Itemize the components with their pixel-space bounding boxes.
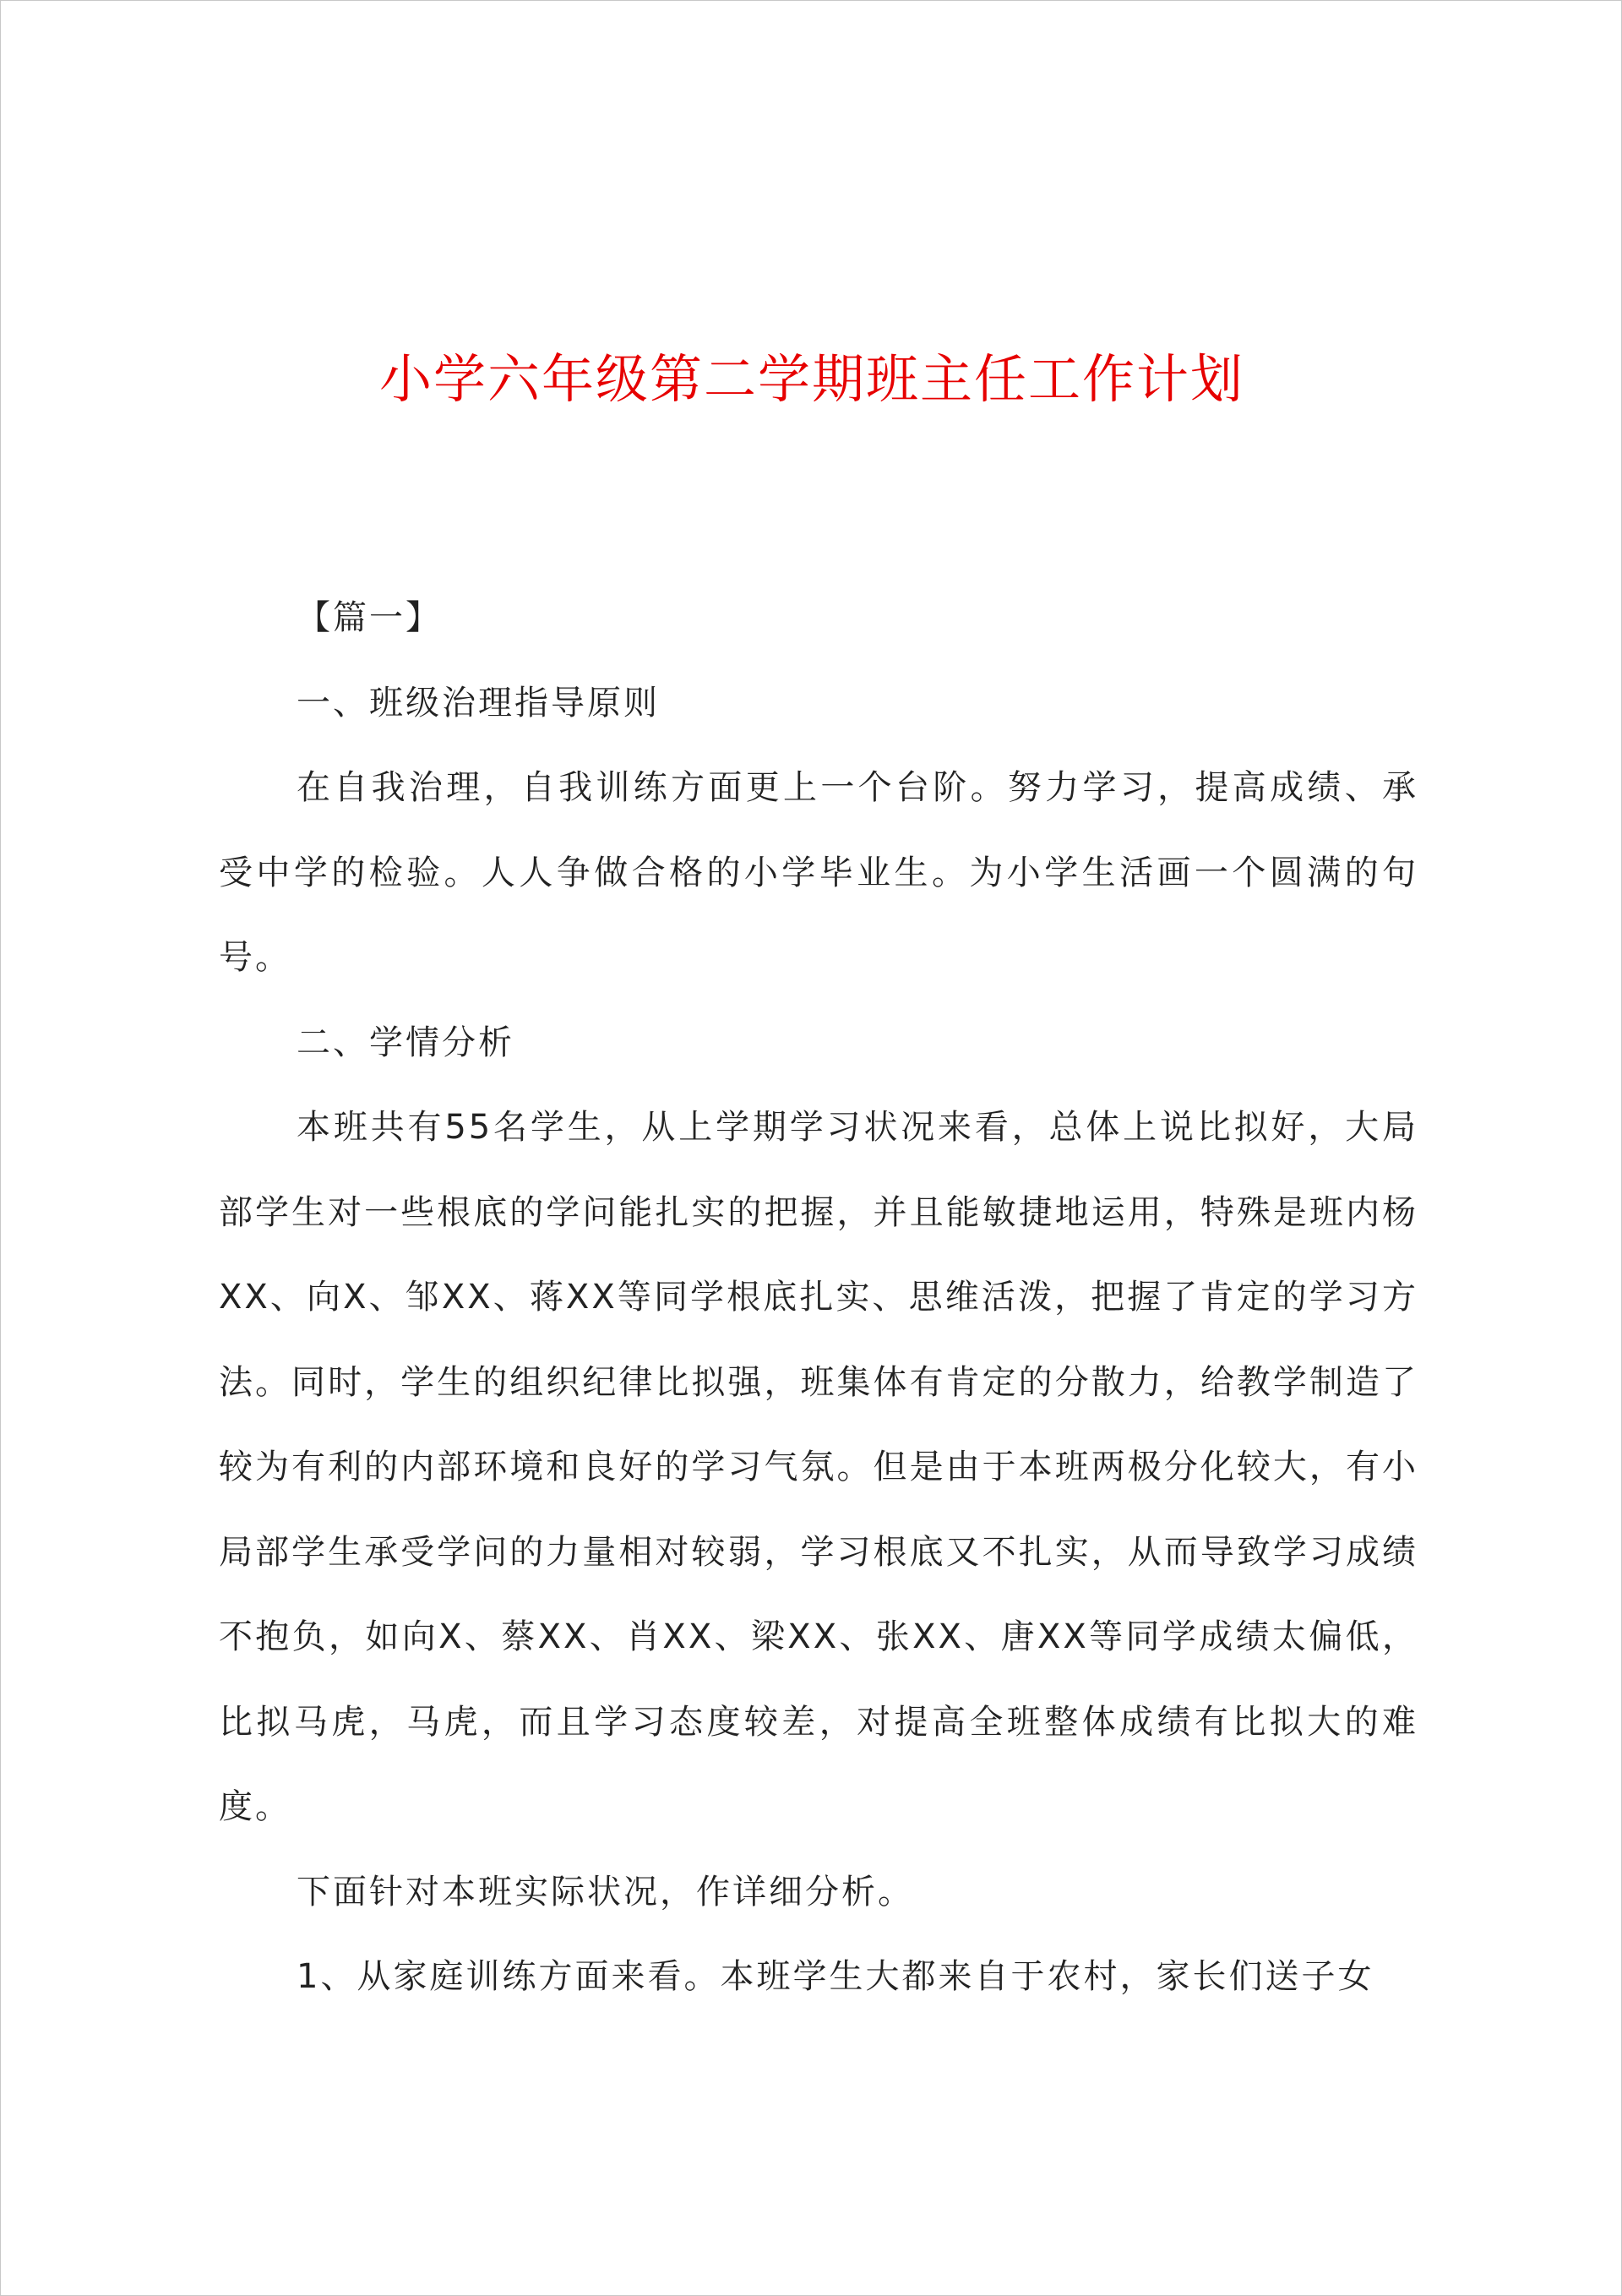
section-heading: 一、班级治理指导原则 bbox=[297, 683, 660, 723]
body-paragraph: 在自我治理，自我训练方面更上一个台阶。努力学习，提高成绩、承受中学的检验。人人争做合格的小学毕业生。为小学生活画一个圆满的句号。 bbox=[219, 768, 1418, 977]
document-title: 小学六年级第二学期班主任工作计划 bbox=[378, 348, 1244, 410]
document-body bbox=[219, 575, 1418, 2020]
body-paragraph: 下面针对本班实际状况，作详细分析。 bbox=[297, 1872, 914, 1912]
section-heading: 二、学情分析 bbox=[297, 1023, 514, 1062]
body-paragraph: 1、从家庭训练方面来看。本班学生大都来自于农村，家长们送子女 bbox=[297, 1957, 1374, 1996]
body-paragraph: 本班共有55名学生，从上学期学习状况来看，总体上说比拟好，大局部学生对一些根底的学问能扎实的把握，并且能敏捷地运用，特殊是班内杨XX、向X、邹XX、蒋XX等同学根底扎实、思维活泼，把握了肯定的学习方法。同时，学生的组织纪律比拟强，班集体有肯定的分散力，给教学制造了较为有利的内部环境和良好的学习气氛。但是由于本班两极分化较大，有小局部学生承受学问的力量相对较弱，学习根底又不扎实，从而导致学习成绩不抱负，如向X、蔡XX、肖XX、梁XX、张XX、唐XX等同学成绩太偏低，比拟马虎，马虎，而且学习态度较差，对提高全班整体成绩有比拟大的难度。 bbox=[219, 1108, 1418, 1826]
section-label: 【篇一】 bbox=[297, 598, 442, 637]
